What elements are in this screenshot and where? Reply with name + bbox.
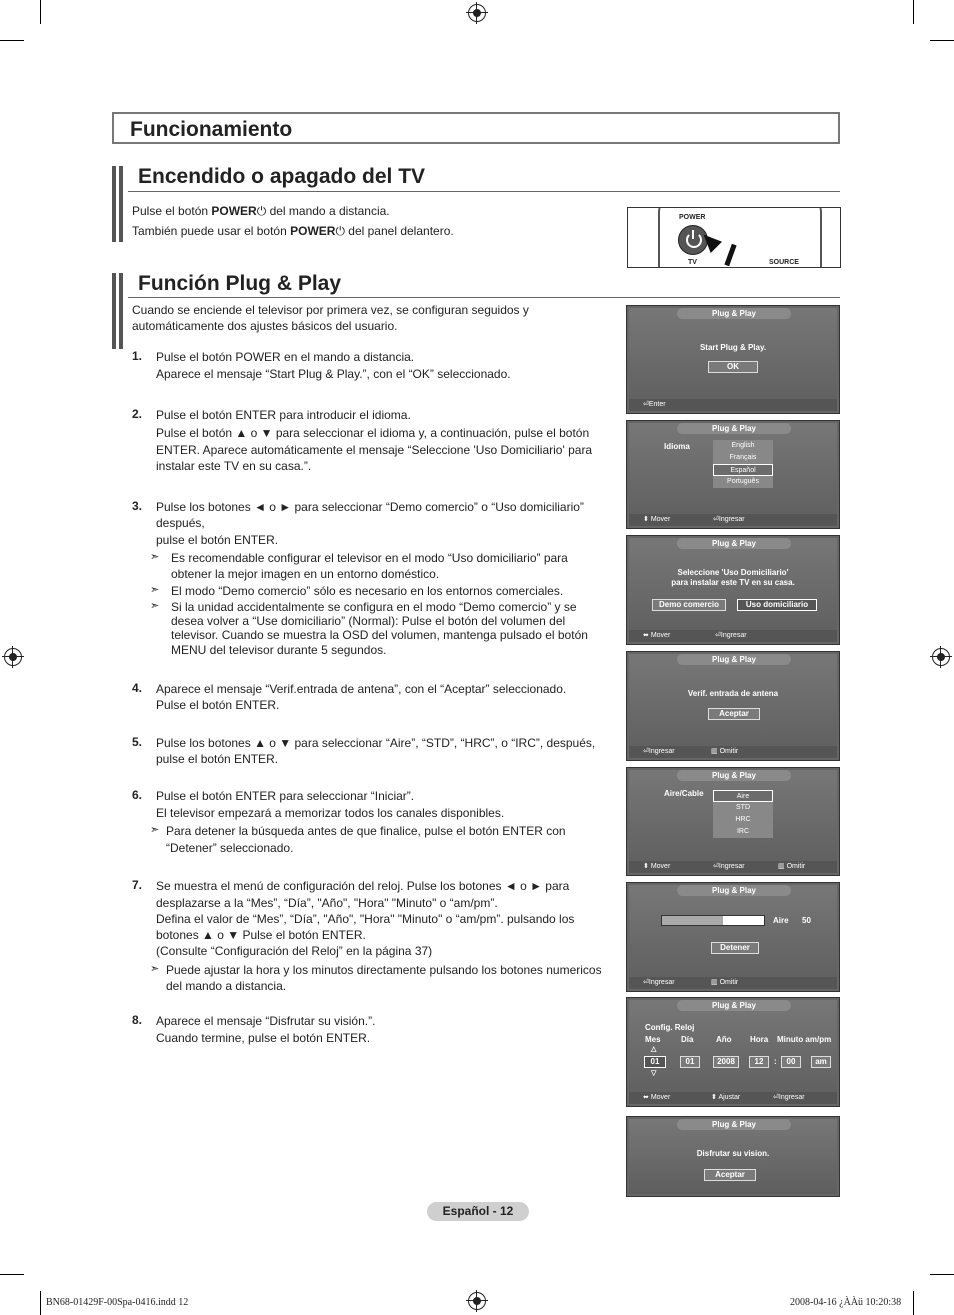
crop-mark	[40, 0, 41, 24]
divider	[128, 191, 840, 192]
step-line: ENTER. Aparece automáticamente el mensaje “Seleccione 'Uso Domiciliario' para	[156, 443, 593, 457]
clock-header-minuto: Minuto am/pm	[777, 1035, 832, 1044]
source-label: SOURCE	[769, 259, 799, 266]
step-number: 5.	[132, 735, 143, 749]
osd-title: Plug & Play	[677, 770, 791, 781]
antenna-option-selected[interactable]: Aire	[713, 790, 773, 802]
registration-mark-icon	[932, 648, 950, 666]
step-line: Defina el valor de “Mes”, “Día”, "Año", "Hora" "Minuto" o “am/pm”. pulsando los	[156, 912, 575, 926]
osd-message: para instalar este TV en su casa.	[671, 578, 795, 587]
note-line: Para detener la búsqueda antes de que finalice, pulse el botón ENTER con	[166, 824, 566, 838]
enter-icon: ⏎	[643, 979, 649, 986]
step-line: Se muestra el menú de configuración del reloj. Pulse los botones ◄ o ► para	[156, 879, 570, 893]
intro-line: automáticamente dos ajustes básicos del usuario.	[132, 319, 398, 333]
updown-icon: ⬍	[711, 1094, 717, 1101]
antenna-option[interactable]: IRC	[736, 828, 750, 835]
skip-icon: ▥	[711, 748, 718, 755]
osd-screen-clock	[626, 997, 840, 1107]
footer-move: ⬍ Mover	[643, 863, 671, 870]
hour-field[interactable]: 12	[749, 1056, 769, 1068]
step-line: Cuando termine, pulse el botón ENTER.	[156, 1031, 371, 1045]
up-arrow-icon: △	[651, 1046, 657, 1053]
step-line: Pulse el botón ENTER para seleccionar “Iniciar”.	[156, 789, 415, 803]
footer-enter: ⏎Ingresar	[713, 863, 745, 870]
note-line: del mando a distancia.	[166, 979, 287, 993]
note-arrow-icon: ➣	[150, 963, 160, 975]
step-line: Aparece el mensaje “Verif.entrada de antena”, con el “Aceptar” seleccionado.	[156, 682, 567, 696]
osd-title: Plug & Play	[677, 654, 791, 665]
crop-mark	[930, 40, 954, 41]
osd-screen-antenna	[626, 651, 840, 761]
note-line: MENU del televisor durante 5 segundos.	[171, 643, 387, 657]
section-title: Encendido o apagado del TV	[138, 165, 426, 188]
enter-icon: ⏎	[643, 401, 649, 408]
note-arrow-icon: ➣	[150, 600, 160, 612]
crop-mark	[913, 1291, 914, 1315]
osd-message: Start Plug & Play.	[699, 343, 767, 352]
chapter-title: Funcionamiento	[130, 118, 293, 141]
crop-mark	[930, 1274, 954, 1275]
osd-title: Plug & Play	[677, 308, 791, 319]
step-line: El televisor empezará a memorizar todos los canales disponibles.	[156, 806, 505, 820]
clock-label: Config. Reloj	[645, 1023, 695, 1032]
power-icon: ⏻	[256, 204, 267, 218]
osd-title: Plug & Play	[677, 1000, 791, 1011]
step-line: Pulse el botón ENTER para introducir el idioma.	[156, 408, 411, 422]
footer-move: ⬍ Mover	[643, 516, 671, 523]
step-line: Pulse el botón POWER en el mando a distancia.	[156, 350, 415, 364]
osd-title: Plug & Play	[677, 885, 791, 896]
language-option[interactable]: Français	[729, 454, 757, 461]
step-line: botones ▲ o ▼ Pulse el botón ENTER.	[156, 928, 366, 942]
note-arrow-icon: ➣	[150, 551, 160, 563]
scan-progress-bar	[661, 915, 765, 926]
month-field[interactable]: 01	[644, 1056, 666, 1068]
footer-skip: ▥ Omitir	[778, 863, 806, 870]
step-line: Pulse los botones ▲ o ▼ para seleccionar “Aire”, “STD”, “HRC”, o “IRC”, después,	[156, 736, 596, 750]
note-line: televisor. Cuando se muestra la OSD del volumen, mantenga pulsado el botón	[171, 628, 588, 642]
crop-mark	[913, 0, 914, 24]
scan-channel: 50	[802, 916, 811, 925]
slug-left: BN68-01429F-00Spa-0416.indd 12	[46, 1297, 189, 1308]
osd-title: Plug & Play	[677, 1119, 791, 1130]
step-line: (Consulte “Configuración del Reloj” en la página 37)	[156, 944, 433, 958]
footer-enter: ⏎Ingresar	[643, 979, 675, 986]
remote-illustration	[627, 207, 841, 268]
note-arrow-icon: ➣	[150, 584, 160, 596]
footer-skip: ▥ Omitir	[711, 748, 739, 755]
demo-comercio-button[interactable]: Demo comercio	[652, 599, 726, 611]
antenna-option[interactable]: STD	[736, 804, 750, 811]
step-number: 1.	[132, 349, 143, 363]
step-line: Pulse el botón ENTER.	[156, 698, 280, 712]
clock-header-mes: Mes	[645, 1035, 661, 1044]
scan-progress-fill	[662, 916, 723, 925]
footer-enter: ⏎Ingresar	[715, 632, 747, 639]
scan-source: Aire	[773, 916, 789, 925]
crop-mark	[0, 40, 24, 41]
uso-domiciliario-button[interactable]: Uso domiciliario	[737, 599, 817, 611]
osd-title: Plug & Play	[677, 423, 791, 434]
down-arrow-icon: ▽	[651, 1070, 657, 1077]
ampm-field[interactable]: am	[811, 1056, 831, 1068]
section-bar	[119, 166, 123, 242]
enter-icon: ⏎	[715, 632, 721, 639]
osd-screen-scan	[626, 882, 840, 992]
skip-icon: ▥	[778, 863, 785, 870]
language-label: Idioma	[664, 442, 690, 451]
instruction-line: Pulse el botón POWER⏻ del mando a distancia.	[132, 204, 390, 218]
step-number: 2.	[132, 407, 143, 421]
footer-skip: ▥ Omitir	[711, 979, 739, 986]
note-line: desea volver a “Use domiciliario” (Normal): Pulse el botón del volumen del	[171, 614, 566, 628]
note-line: “Detener” seleccionado.	[166, 841, 294, 855]
antenna-label: Aire/Cable	[664, 789, 704, 798]
time-separator: :	[774, 1057, 777, 1066]
enter-icon: ⏎	[713, 516, 719, 523]
step-number: 8.	[132, 1013, 143, 1027]
antenna-option[interactable]: HRC	[735, 816, 751, 823]
step-line: instalar este TV en su casa.”.	[156, 459, 312, 473]
step-line: después,	[156, 516, 205, 530]
aceptar-button[interactable]: Aceptar	[708, 708, 760, 720]
tv-label: TV	[688, 259, 697, 266]
clock-header-hora: Hora	[750, 1035, 769, 1044]
note-line: Puede ajustar la hora y los minutos directamente pulsando los botones numericos	[166, 963, 602, 977]
note-arrow-icon: ➣	[150, 824, 160, 836]
step-line: Pulse los botones ◄ o ► para seleccionar “Demo comercio” o “Uso domiciliario”	[156, 500, 584, 514]
detener-button[interactable]: Detener	[711, 942, 759, 954]
footer-enter: ⏎Enter	[643, 401, 666, 408]
updown-icon: ⬍	[643, 863, 649, 870]
aceptar-button[interactable]: Aceptar	[704, 1169, 756, 1181]
footer-move: ⬌ Mover	[643, 1094, 671, 1101]
step-number: 4.	[132, 681, 143, 695]
crop-mark	[40, 1291, 41, 1315]
osd-screen-antenna-type	[626, 767, 840, 876]
skip-icon: ▥	[711, 979, 718, 986]
registration-mark-icon	[468, 1292, 486, 1310]
osd-screen-start	[626, 305, 840, 414]
section-bar	[112, 273, 116, 349]
language-option-selected[interactable]: Español	[713, 464, 773, 476]
step-line: pulse el botón ENTER.	[156, 752, 279, 766]
footer-enter: ⏎Ingresar	[643, 748, 675, 755]
power-label: POWER	[679, 214, 706, 221]
step-number: 7.	[132, 878, 143, 892]
osd-screen-enjoy	[626, 1116, 840, 1197]
footer-enter: ⏎Ingresar	[773, 1094, 805, 1101]
note-line: El modo “Demo comercio” sólo es necesario en los entornos comerciales.	[171, 584, 564, 598]
note-line: Es recomendable configurar el televisor en el modo “Uso domiciliario” para	[171, 551, 568, 565]
slug-right: 2008-04-16 ¿ÀÀü 10:20:38	[790, 1297, 902, 1308]
step-line: pulse el botón ENTER.	[156, 533, 279, 547]
note-line: obtener la mejor imagen en un entorno doméstico.	[171, 567, 440, 581]
step-line: Aparece el mensaje “Start Plug & Play.”, con el “OK” seleccionado.	[156, 367, 511, 381]
osd-message: Seleccione 'Uso Domiciliario'	[677, 568, 789, 577]
crop-mark	[0, 1274, 24, 1275]
antenna-list	[713, 790, 773, 838]
step-number: 6.	[132, 788, 143, 802]
language-option[interactable]: Português	[727, 478, 759, 485]
osd-title: Plug & Play	[677, 538, 791, 549]
page-number-badge: Español - 12	[427, 1202, 529, 1221]
enter-icon: ⏎	[773, 1094, 779, 1101]
leftright-icon: ⬌	[643, 632, 649, 639]
section-bar	[119, 273, 123, 349]
step-number: 3.	[132, 499, 143, 513]
section-bar	[112, 166, 116, 242]
step-line: Aparece el mensaje “Disfrutar su visión.”.	[156, 1014, 376, 1028]
osd-screen-language	[626, 420, 840, 529]
ok-button[interactable]: OK	[708, 361, 758, 373]
year-field[interactable]: 2008	[713, 1056, 739, 1068]
osd-screen-mode	[626, 535, 840, 645]
leftright-icon: ⬌	[643, 1094, 649, 1101]
footer-adjust: ⬍ Ajustar	[711, 1094, 741, 1101]
day-field[interactable]: 01	[680, 1056, 700, 1068]
osd-message: Disfrutar su vision.	[696, 1149, 770, 1158]
minute-field[interactable]: 00	[781, 1056, 801, 1068]
step-line: Pulse el botón ▲ o ▼ para seleccionar el idioma y, a continuación, pulse el botón	[156, 426, 590, 440]
enter-icon: ⏎	[713, 863, 719, 870]
chapter-header	[112, 112, 840, 144]
instruction-line: También puede usar el botón POWER⏻ del panel delantero.	[132, 224, 454, 238]
clock-header-anio: Año	[716, 1035, 732, 1044]
footer-move: ⬌ Mover	[643, 632, 671, 639]
clock-header-dia: Día	[681, 1035, 694, 1044]
enter-icon: ⏎	[643, 748, 649, 755]
section-title: Función Plug & Play	[138, 272, 342, 295]
step-line: desplazarse a la “Mes”, “Día”, "Año", "Hora" "Minuto" o “am/pm”.	[156, 896, 498, 910]
language-option[interactable]: English	[731, 442, 755, 449]
power-icon: ⏻	[335, 224, 345, 238]
note-line: Si la unidad accidentalmente se configura en el modo “Demo comercio” y se	[171, 600, 577, 614]
language-list	[713, 440, 773, 488]
osd-message: Verif. entrada de antena	[687, 689, 779, 698]
updown-icon: ⬍	[643, 516, 649, 523]
registration-mark-icon	[468, 4, 486, 22]
registration-mark-icon	[4, 648, 22, 666]
divider	[128, 297, 840, 298]
intro-line: Cuando se enciende el televisor por primera vez, se configuran seguidos y	[132, 303, 529, 317]
footer-enter: ⏎Ingresar	[713, 516, 745, 523]
